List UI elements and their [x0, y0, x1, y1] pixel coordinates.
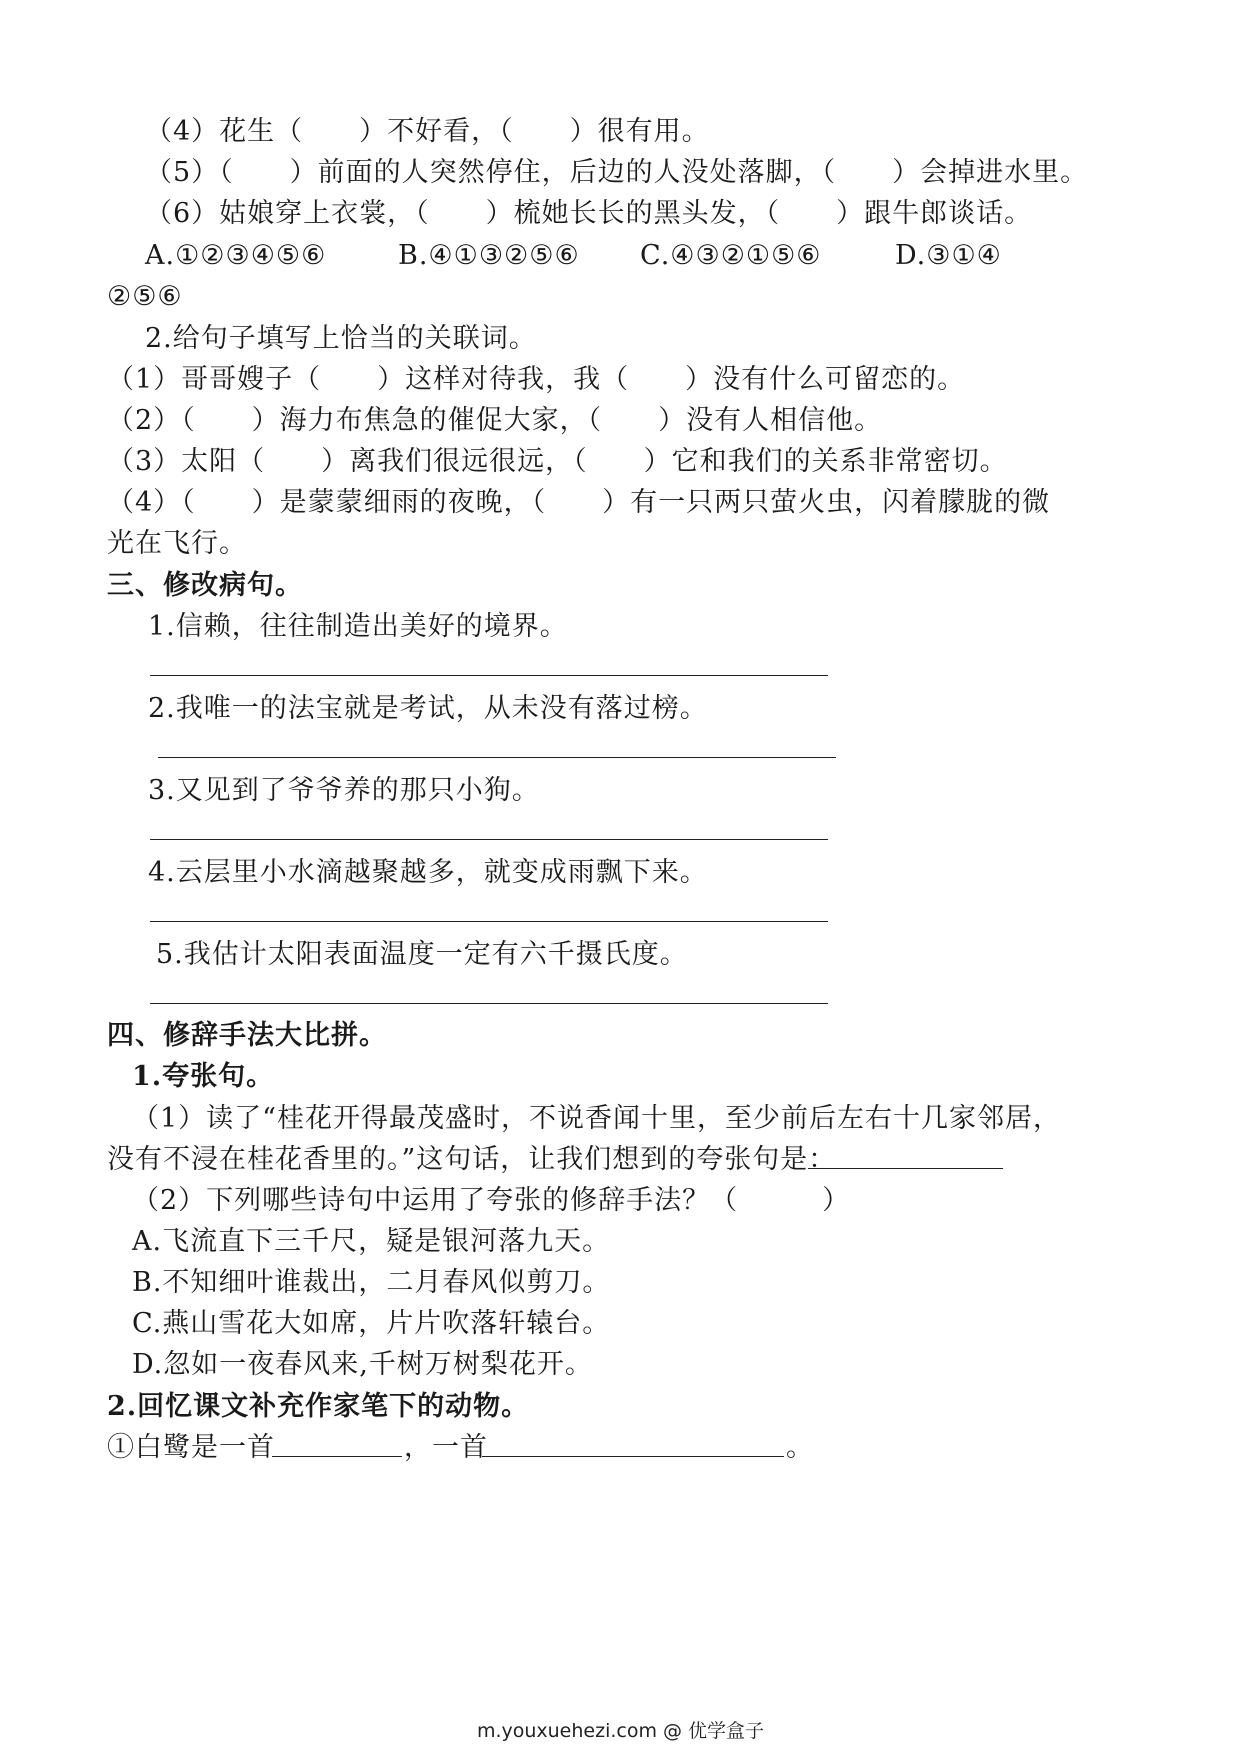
animals-subheading: 2.回忆课文补充作家笔下的动物。 — [107, 1391, 530, 1422]
q1-option-a: A.①②③④⑤⑥ — [145, 240, 327, 271]
sentence-item-4: 4.云层里小水滴越聚越多，就变成雨飘下来。 — [148, 857, 708, 888]
egret-q1-start: ①白鹭是一首 — [107, 1432, 275, 1463]
q1-option-d: D.③①④ — [895, 240, 1002, 271]
sentence-item-2: 2.我唯一的法宝就是考试，从未没有落过榜。 — [148, 693, 708, 724]
egret-answer-line-2[interactable] — [482, 1456, 784, 1457]
q1-option-c: C.④③②①⑤⑥ — [640, 240, 822, 271]
q1-option-d-wrap: ②⑤⑥ — [107, 281, 183, 312]
q1-option-b: B.④①③②⑤⑥ — [398, 240, 580, 271]
sentence-item-5: 5.我估计太阳表面温度一定有六千摄氏度。 — [156, 939, 688, 970]
q2-item-1: （1）哥哥嫂子（ ）这样对待我，我（ ）没有什么可留恋的。 — [107, 364, 966, 395]
answer-line-4[interactable] — [150, 921, 828, 922]
egret-q1-end: 。 — [786, 1432, 814, 1463]
section-four-heading: 四、修辞手法大比拼。 — [107, 1020, 387, 1051]
poem-option-c: C.燕山雪花大如席，片片吹落轩辕台。 — [132, 1308, 611, 1339]
sentence-item-3: 3.又见到了爷爷养的那只小狗。 — [148, 775, 540, 806]
q2-item-4-wrap: 光在飞行。 — [107, 528, 247, 559]
q1-item-4: （4）花生（ ）不好看，（ ）很有用。 — [145, 116, 710, 147]
q2-item-2: （2）（ ）海力布焦急的催促大家，（ ）没有人相信他。 — [107, 405, 883, 436]
answer-line-1[interactable] — [150, 675, 828, 676]
q1-item-5: （5）（ ）前面的人突然停住，后边的人没处落脚，（ ）会掉进水里。 — [145, 157, 1089, 188]
q2-item-4: （4）（ ）是蒙蒙细雨的夜晚，（ ）有一只两只萤火虫，闪着朦胧的微 — [107, 487, 1051, 518]
q2-title: 2.给句子填写上恰当的关联词。 — [145, 323, 537, 354]
answer-line-3[interactable] — [150, 839, 828, 840]
hyperbole-q2: （2）下列哪些诗句中运用了夸张的修辞手法？（ ） — [132, 1185, 851, 1216]
q1-item-6: （6）姑娘穿上衣裳，（ ）梳她长长的黑头发，（ ）跟牛郎谈话。 — [145, 198, 1033, 229]
hyperbole-answer-line[interactable] — [808, 1168, 1003, 1169]
poem-option-a: A.飞流直下三千尺，疑是银河落九天。 — [132, 1226, 611, 1257]
poem-option-d: D.忽如一夜春风来,千树万树梨花开。 — [132, 1349, 593, 1380]
q2-item-3: （3）太阳（ ）离我们很远很远，（ ）它和我们的关系非常密切。 — [107, 446, 1008, 477]
egret-q1-mid: ，一首 — [404, 1432, 488, 1463]
hyperbole-q1-line2: 没有不浸在桂花香里的。”这句话，让我们想到的夸张句是： — [107, 1144, 837, 1175]
sentence-item-1: 1.信赖，往往制造出美好的境界。 — [148, 611, 568, 642]
footer-watermark: m.youxuehezi.com @ 优学盒子 — [476, 1720, 765, 1742]
hyperbole-subheading: 1.夸张句。 — [132, 1061, 275, 1092]
hyperbole-q1-line1: （1）读了“桂花开得最茂盛时，不说香闻十里，至少前后左右十几家邻居， — [132, 1103, 1061, 1134]
egret-answer-line-1[interactable] — [272, 1456, 402, 1457]
section-three-heading: 三、修改病句。 — [107, 570, 303, 601]
answer-line-5[interactable] — [150, 1003, 828, 1004]
answer-line-2[interactable] — [158, 757, 836, 758]
poem-option-b: B.不知细叶谁裁出，二月春风似剪刀。 — [132, 1267, 611, 1298]
